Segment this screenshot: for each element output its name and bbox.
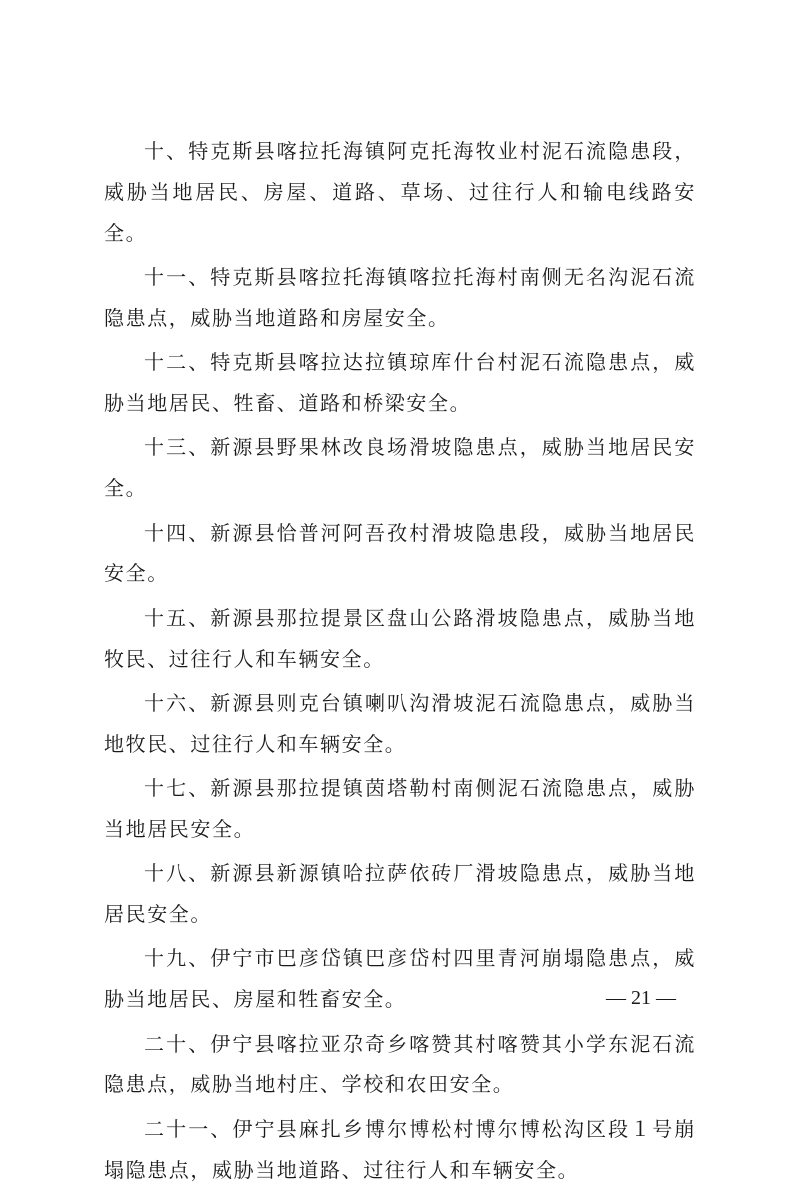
document-body xyxy=(104,131,696,1194)
paragraph-item-10: 十、特克斯县喀拉托海镇阿克托海牧业村泥石流隐患段，威胁当地居民、房屋、道路、草场、过往行人和输电线路安全。 xyxy=(104,139,696,245)
paragraph-item-18: 十八、新源县新源镇哈拉萨依砖厂滑坡隐患点，威胁当地居民安全。 xyxy=(104,861,696,927)
paragraph-item-15: 十五、新源县那拉提景区盘山公路滑坡隐患点，威胁当地牧民、过往行人和车辆安全。 xyxy=(104,605,696,671)
paragraph-item-17: 十七、新源县那拉提镇茵塔勒村南侧泥石流隐患点，威胁当地居民安全。 xyxy=(104,776,696,841)
paragraph-item-12: 十二、特克斯县喀拉达拉镇琼库什台村泥石流隐患点，威胁当地居民、牲畜、道路和桥梁安全。 xyxy=(104,350,696,415)
page-number: — 21 — xyxy=(606,987,676,1009)
paragraph-item-20: 二十、伊宁县喀拉亚尕奇乡喀赞其村喀赞其小学东泥石流隐患点，威胁当地村庄、学校和农田安全。 xyxy=(104,1031,696,1097)
paragraph-item-13: 十三、新源县野果林改良场滑坡隐患点，威胁当地居民安全。 xyxy=(104,435,696,501)
paragraph-item-16: 十六、新源县则克台镇喇叭沟滑坡泥石流隐患点，威胁当地牧民、过往行人和车辆安全。 xyxy=(104,690,696,756)
paragraph-item-21: 二十一、伊宁县麻扎乡博尔博松村博尔博松沟区段１号崩塌隐患点，威胁当地道路、过往行人和车辆安全。 xyxy=(104,1116,696,1182)
paragraph-item-19: 十九、伊宁市巴彦岱镇巴彦岱村四里青河崩塌隐患点，威胁当地居民、房屋和牲畜安全。 xyxy=(104,946,696,1012)
paragraph-item-14: 十四、新源县恰普河阿吾孜村滑坡隐患段，威胁当地居民安全。 xyxy=(104,520,696,586)
paragraph-item-11: 十一、特克斯县喀拉托海镇喀拉托海村南侧无名沟泥石流隐患点，威胁当地道路和房屋安全。 xyxy=(104,264,696,330)
